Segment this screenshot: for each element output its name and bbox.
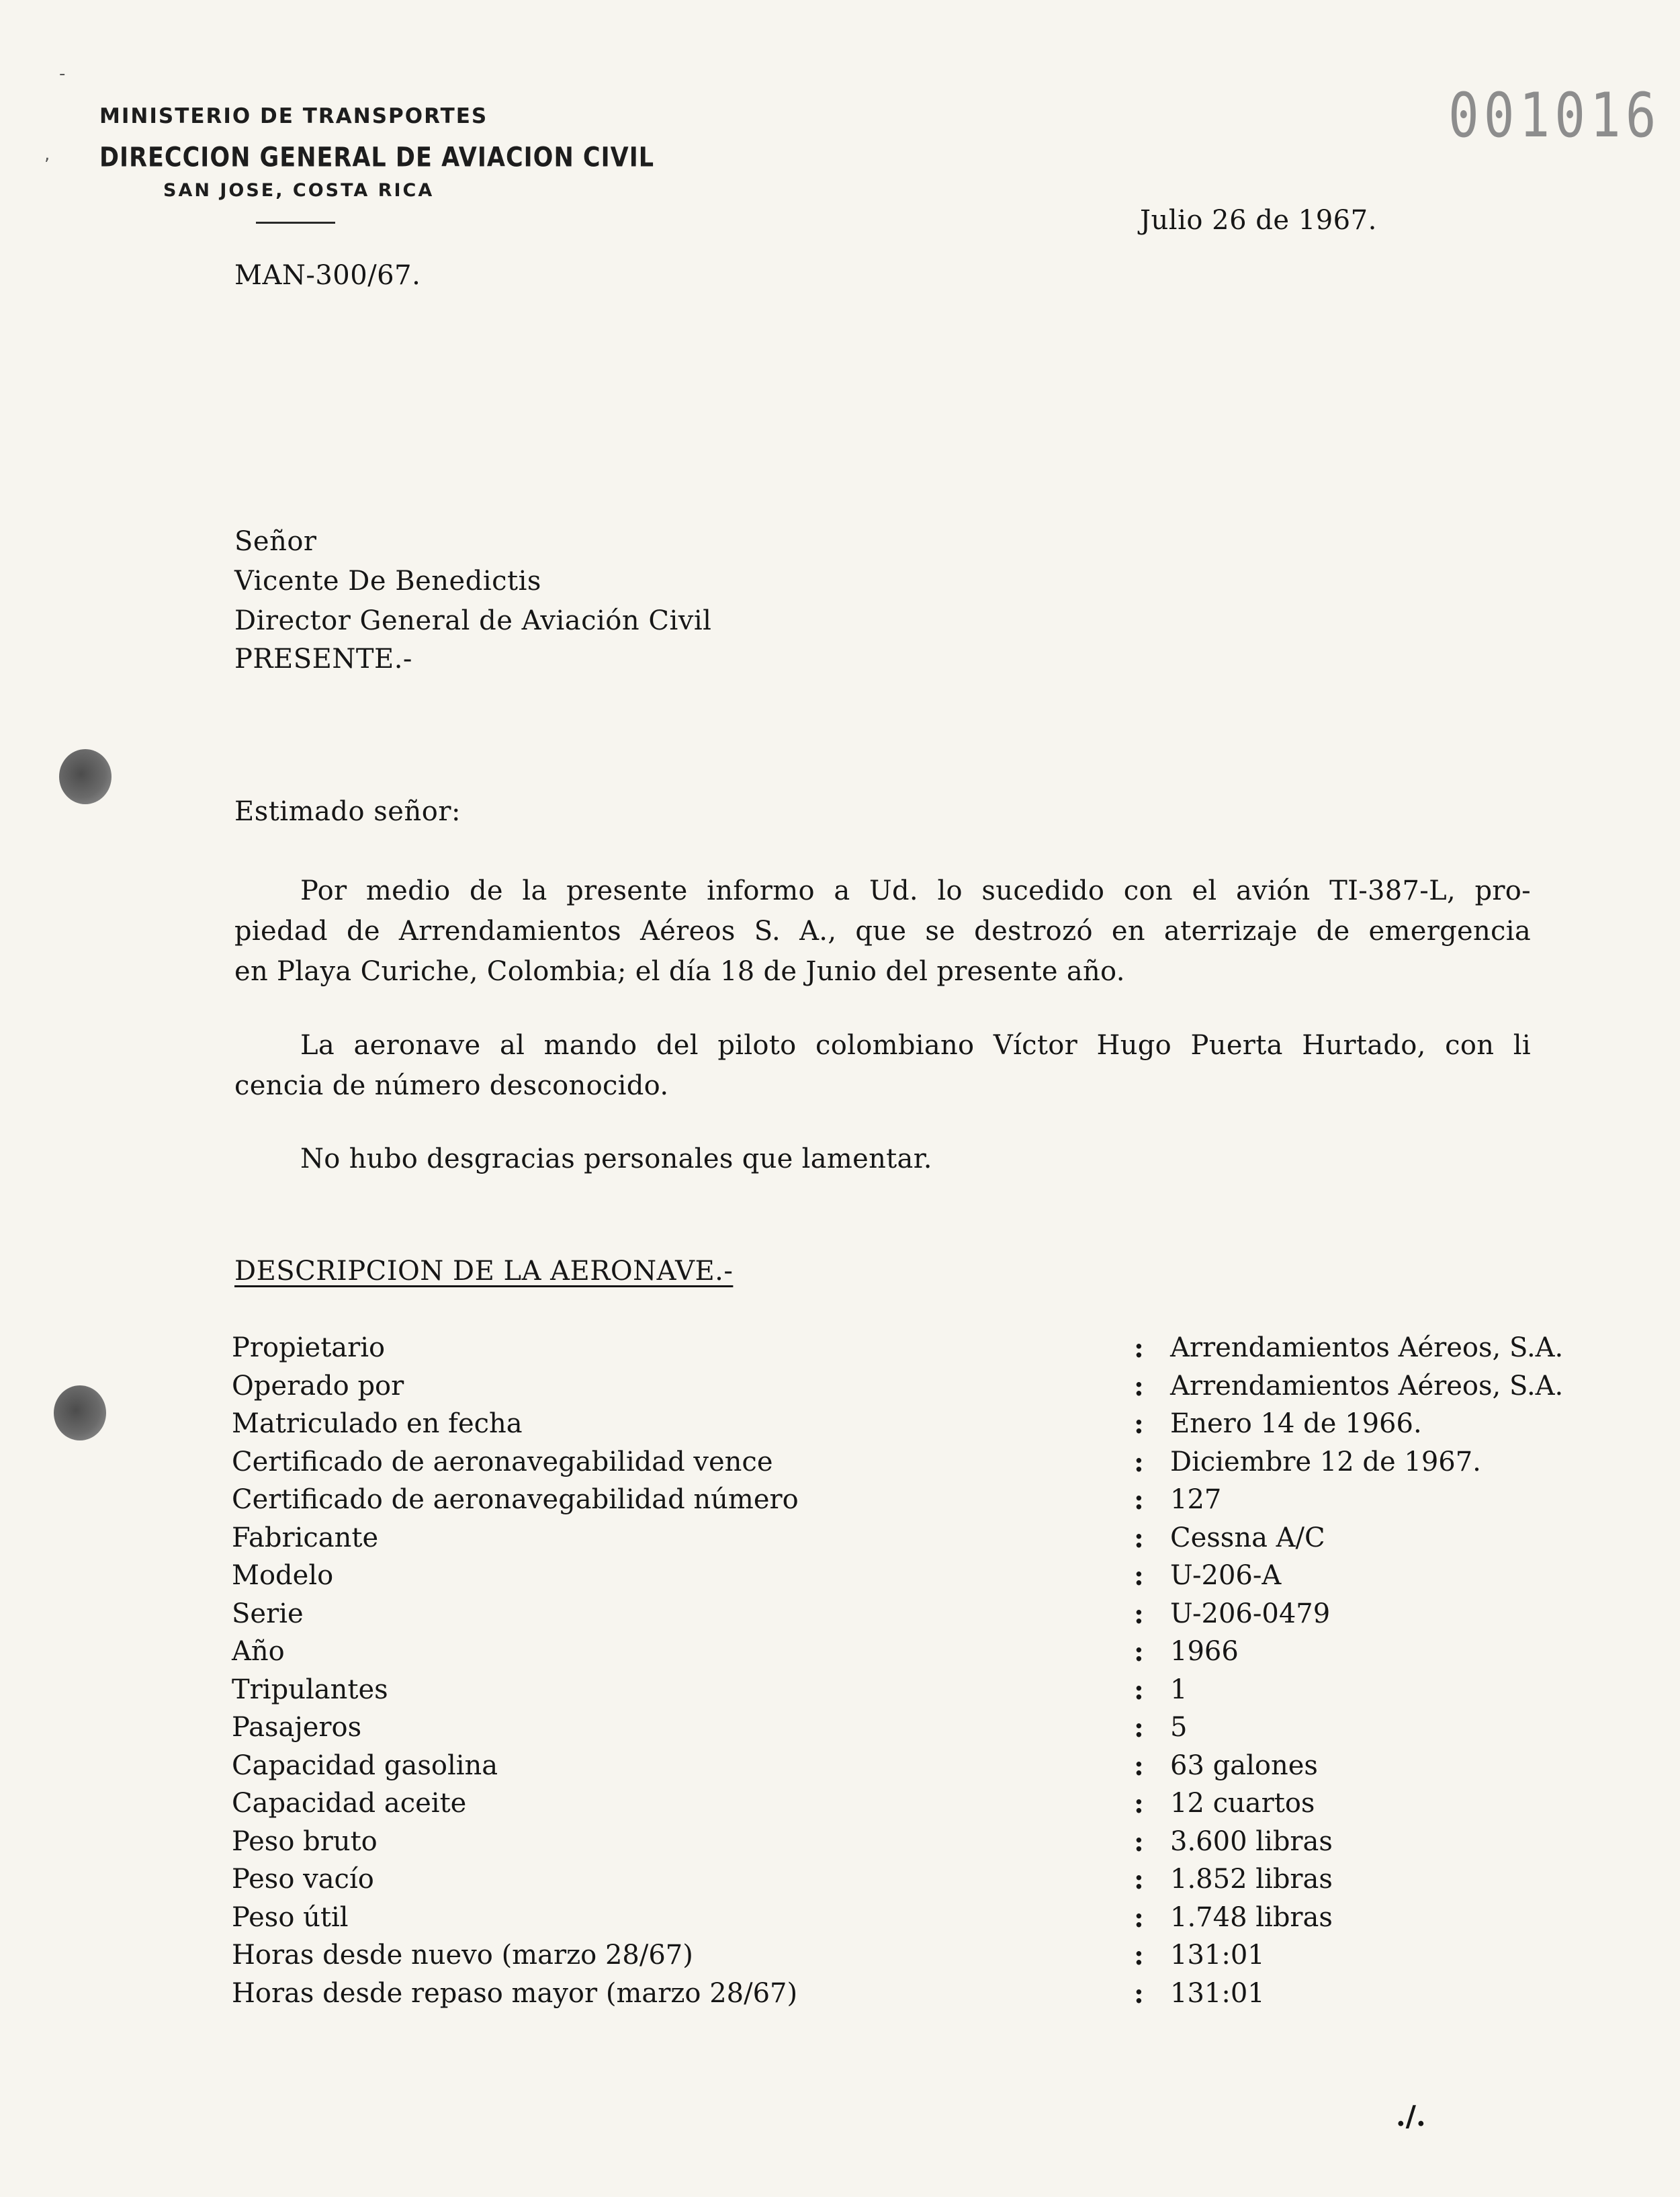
spec-colon: : (1134, 1674, 1144, 1706)
margin-mark: - (59, 64, 66, 84)
spec-label: Peso vacío (232, 1864, 374, 1895)
spec-label: Certificado de aeronavegabilidad número (232, 1484, 799, 1515)
recipient-presente: PRESENTE.- (234, 644, 412, 675)
spec-colon: : (1134, 1788, 1144, 1819)
spec-row (232, 1370, 1564, 1409)
spec-label: Fabricante (232, 1522, 379, 1553)
spec-row (232, 1598, 1508, 1637)
letterhead-location: SAN JOSE, COSTA RICA (163, 180, 435, 201)
spec-row (232, 1978, 1508, 2016)
recipient-title: Director General de Aviación Civil (234, 605, 712, 636)
spec-row (232, 1522, 1508, 1561)
section-title-aircraft-description: DESCRIPCION DE LA AERONAVE.- (234, 1256, 734, 1287)
paragraph-line: La aeronave al mando del piloto colombiano Víctor Hugo Puerta Hurtado, con li (300, 1030, 1531, 1061)
paragraph-line: cencia de número desconocido. (234, 1070, 669, 1101)
spec-label: Año (232, 1636, 285, 1667)
spec-row (232, 1712, 1508, 1750)
spec-label: Horas desde nuevo (marzo 28/67) (232, 1940, 693, 1971)
spec-label: Propietario (232, 1332, 386, 1363)
spec-label: Operado por (232, 1370, 404, 1402)
letterhead-rule (256, 222, 335, 224)
punch-hole (54, 1385, 106, 1440)
spec-colon: : (1134, 1446, 1144, 1478)
spec-colon: : (1134, 1825, 1144, 1858)
spec-value: 12 cuartos (1170, 1788, 1315, 1819)
spec-value: 1 (1170, 1674, 1188, 1705)
spec-row (232, 1560, 1508, 1598)
spec-value: 3.600 libras (1170, 1825, 1333, 1857)
spec-label: Horas desde repaso mayor (marzo 28/67) (232, 1977, 798, 2009)
spec-row (232, 1484, 1508, 1522)
spec-colon: : (1134, 1408, 1144, 1440)
recipient-salutation: Señor (234, 526, 317, 557)
spec-colon: : (1134, 1712, 1144, 1743)
spec-colon: : (1134, 1977, 1144, 2010)
spec-label: Peso bruto (232, 1825, 378, 1857)
continuation-mark: ./. (1396, 2100, 1426, 2133)
spec-value: Arrendamientos Aéreos, S.A. (1170, 1332, 1564, 1363)
reference-code: MAN-300/67. (234, 260, 421, 291)
spec-row (232, 1750, 1508, 1789)
paragraph-line: No hubo desgracias personales que lamentar. (300, 1144, 932, 1174)
spec-label: Matriculado en fecha (232, 1408, 523, 1439)
aircraft-spec-list (232, 1332, 1564, 2016)
recipient-name: Vicente De Benedictis (234, 566, 541, 597)
spec-row (232, 1408, 1508, 1447)
spec-value: 131:01 (1170, 1940, 1265, 1971)
spec-value: 1.748 libras (1170, 1901, 1333, 1933)
spec-row (232, 1826, 1508, 1864)
letterhead-directorate: DIRECCION GENERAL DE AVIACION CIVIL (99, 142, 655, 173)
document-number-stamp: 001016 (1448, 79, 1661, 151)
spec-colon: : (1134, 1598, 1144, 1630)
spec-row (232, 1674, 1508, 1713)
spec-colon: : (1134, 1522, 1144, 1554)
spec-row (232, 1636, 1508, 1674)
spec-value: U-206-A (1170, 1560, 1282, 1591)
paragraph-pilot (234, 1025, 1531, 1106)
spec-colon: : (1134, 1864, 1144, 1895)
spec-row (232, 1332, 1564, 1371)
spec-colon: : (1134, 1901, 1144, 1934)
spec-label: Modelo (232, 1560, 334, 1591)
paragraph-line: piedad de Arrendamientos Aéreos S. A., que se destrozó en aterrizaje de emergencia (234, 916, 1531, 947)
spec-colon: : (1134, 1636, 1144, 1668)
spec-row (232, 1447, 1508, 1485)
spec-label: Capacidad gasolina (232, 1750, 498, 1781)
paragraph-line: Por medio de la presente informo a Ud. lo sucedido con el avión TI-387-L, pro- (300, 875, 1531, 906)
spec-label: Pasajeros (232, 1712, 362, 1743)
spec-label: Certificado de aeronavegabilidad vence (232, 1446, 773, 1477)
spec-value: U-206-0479 (1170, 1598, 1331, 1629)
spec-value: 131:01 (1170, 1977, 1265, 2009)
spec-value: Diciembre 12 de 1967. (1170, 1446, 1481, 1477)
letter-date: Julio 26 de 1967. (1140, 205, 1377, 236)
spec-value: 5 (1170, 1712, 1188, 1743)
spec-label: Tripulantes (232, 1674, 388, 1705)
letterhead-ministry: MINISTERIO DE TRANSPORTES (99, 104, 488, 128)
spec-label: Serie (232, 1598, 304, 1629)
spec-colon: : (1134, 1750, 1144, 1782)
spec-label: Peso útil (232, 1901, 349, 1933)
spec-row (232, 1940, 1508, 1978)
spec-row (232, 1864, 1508, 1902)
margin-mark: , (44, 144, 50, 165)
spec-value: 127 (1170, 1484, 1222, 1515)
spec-colon: : (1134, 1940, 1144, 1971)
spec-value: Cessna A/C (1170, 1522, 1325, 1553)
spec-row (232, 1788, 1508, 1826)
paragraph-no-casualties (234, 1139, 1531, 1179)
spec-value: 1966 (1170, 1636, 1239, 1667)
spec-label: Capacidad aceite (232, 1788, 467, 1819)
greeting: Estimado señor: (234, 796, 461, 827)
spec-value: 1.852 libras (1170, 1864, 1333, 1895)
spec-value: Arrendamientos Aéreos, S.A. (1170, 1370, 1564, 1402)
spec-value: Enero 14 de 1966. (1170, 1408, 1422, 1439)
spec-colon: : (1134, 1560, 1144, 1592)
spec-row (232, 1902, 1508, 1940)
spec-colon: : (1134, 1484, 1144, 1516)
punch-hole (59, 749, 112, 804)
paragraph-line: en Playa Curiche, Colombia; el día 18 de Junio del presente año. (234, 956, 1125, 987)
paragraph-incident (234, 871, 1531, 992)
spec-colon: : (1134, 1332, 1144, 1364)
spec-value: 63 galones (1170, 1750, 1318, 1781)
spec-colon: : (1134, 1370, 1144, 1402)
